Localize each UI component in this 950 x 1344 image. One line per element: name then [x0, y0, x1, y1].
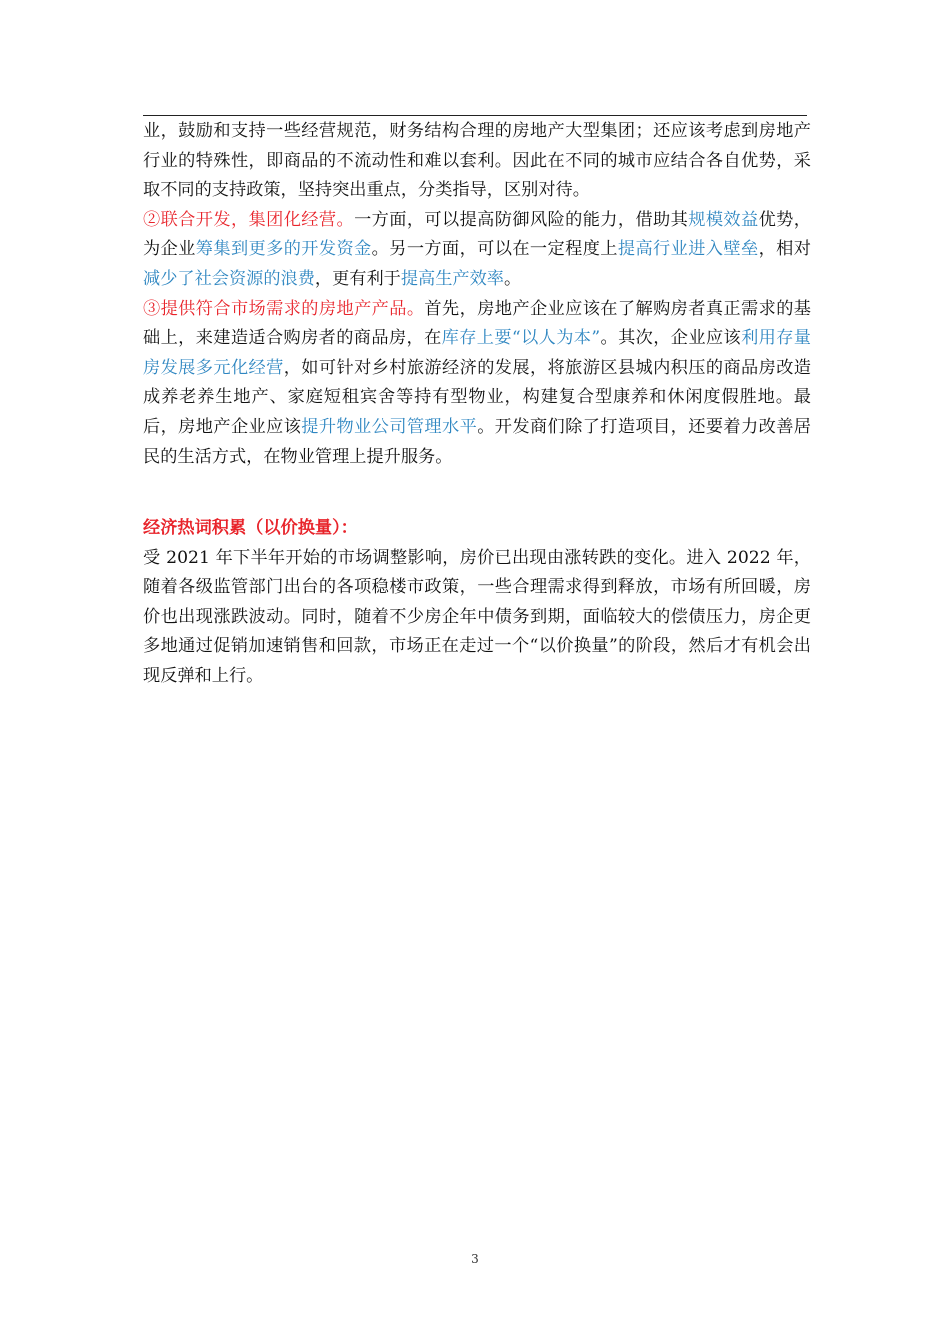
- continued-paragraph-text: 业，鼓励和支持一些经营规范，财务结构合理的房地产大型集团；还应该考虑到房地产行业的特殊性，即商品的不流动性和难以套利。因此在不同的城市应结合各自优势，采取不同的支持政策，坚持突出重点，分类指导，区别对待。: [143, 121, 811, 201]
- hot-words-section: [143, 514, 811, 692]
- hot-words-title: 经济热词积累（以价换量）：: [143, 518, 358, 538]
- point-3-text-2: 。其次，企业应该: [600, 328, 742, 349]
- page-number: 3: [471, 1252, 479, 1266]
- point-2-text-6: 。: [504, 268, 522, 289]
- point-3-highlight-1: 库存上要“以人为本”: [441, 328, 601, 349]
- point-3-text-1: 首先，房地产企业应该在了解购房者真正需求的基础上，来建造适合购房者的商品房，在: [143, 298, 811, 349]
- continued-paragraph: [143, 117, 811, 206]
- point-3-text-4: 。开发商们除了打造项目，还要着力改善居民的生活方式，在物业管理上提升服务。: [143, 416, 811, 467]
- main-content: [143, 117, 811, 472]
- point-2-highlight-3: 提高行业进入壁垒: [617, 239, 759, 260]
- point-2-highlight-1: 规模效益: [688, 209, 759, 230]
- point-2-paragraph: [143, 206, 811, 295]
- point-2-highlight-2: 筹集到更多的开发资金: [195, 239, 372, 260]
- point-3-highlight-3: 提升物业公司管理水平: [301, 416, 478, 437]
- top-divider: [143, 115, 807, 116]
- point-2-text-4: ，相对: [758, 239, 811, 260]
- point-2-text-2: 优势，为企业: [143, 209, 811, 260]
- point-2-text-3: 。另一方面，可以在一定程度上: [371, 239, 618, 260]
- point-3-paragraph: [143, 295, 811, 473]
- point-2-highlight-5: 社会资源的浪费: [194, 268, 315, 289]
- point-2-text-1: 一方面，可以提高防御风险的能力，借助其: [354, 209, 689, 230]
- point-2-text-5: ，更有利于: [314, 268, 401, 289]
- point-3-highlight-2: 利用存量房发展多元化经营: [143, 328, 811, 378]
- point-3-text-3: ，如可针对乡村旅游经济的发展，将旅游区县城内积压的商品房改造成养老养生地产、家庭短租宾舍等持有型物业，构建复合型康养和休闲度假胜地。最后，房地产企业应该: [143, 357, 811, 437]
- point-2-highlight-6: 提高生产效率: [400, 268, 504, 289]
- point-3-heading: ③提供符合市场需求的房地产产品。: [143, 298, 425, 319]
- point-2-highlight-4: 减少了: [143, 268, 195, 289]
- hot-words-body: 受 2021 年下半年开始的市场调整影响，房价已出现由涨转跌的变化。进入 2022 年，随着各级监管部门出台的各项稳楼市政策，一些合理需求得到释放，市场有所回暖，房价也出现涨跌波动。同时，随着不少房企年中债务到期，面临较大的偿债压力，房企更多地通过促销加速销售和回款，市场正在走过一个“以价换量”的阶段，然后才有机会出现反弹和上行。: [143, 547, 811, 686]
- point-2-heading: ②联合开发，集团化经营。: [143, 209, 355, 230]
